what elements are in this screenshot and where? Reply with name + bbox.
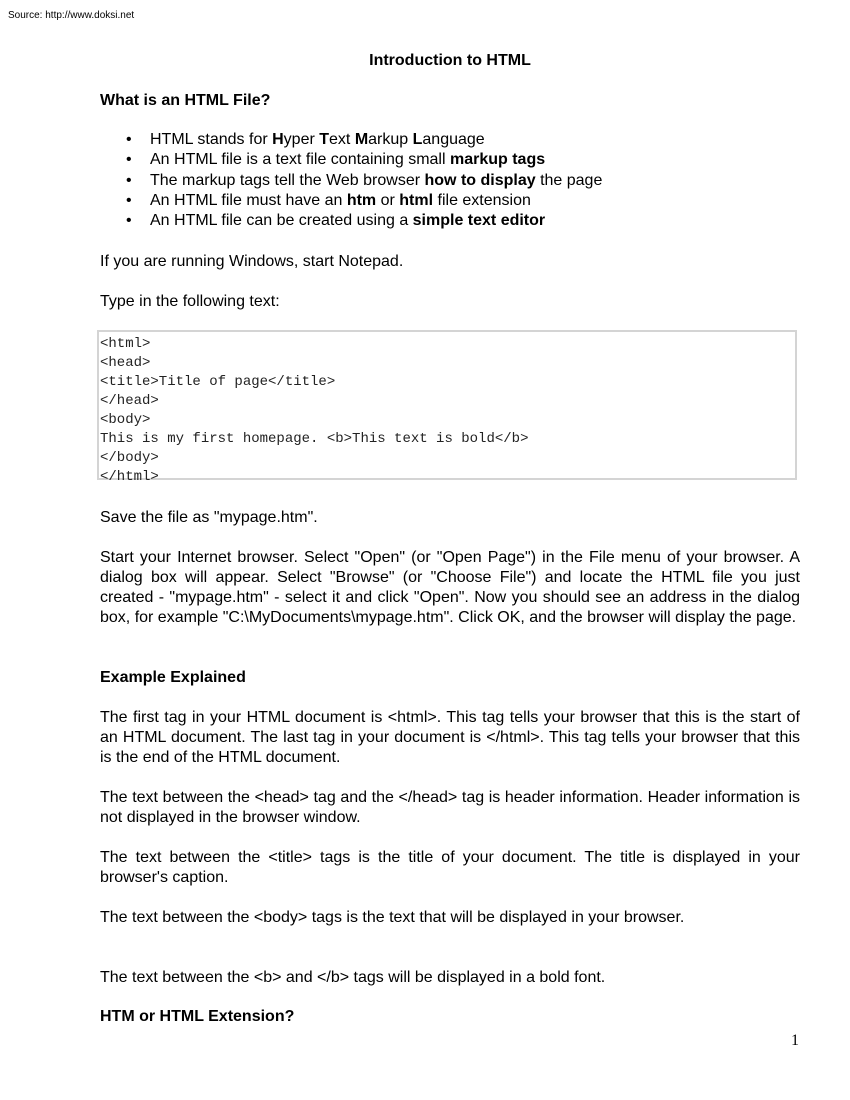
paragraph-save-file: Save the file as "mypage.htm". [100,509,318,526]
code-line: <body> [100,412,151,428]
code-line: </body> [100,450,159,466]
paragraph-windows: If you are running Windows, start Notepad. [100,253,404,270]
section-heading-what-is-html: What is an HTML File? [100,92,271,109]
bullet-list [100,130,602,231]
paragraph-type-text: Type in the following text: [100,293,280,310]
paragraph-html-tag: The first tag in your HTML document is <html>. This tag tells your browser that this is the start of an HTML document. The last tag in your document is </html>. This tag tells your browser that this is the end of the HTML document. [100,709,800,766]
paragraph-bold-tag: The text between the <b> and </b> tags will be displayed in a bold font. [100,969,606,986]
source-note: Source: http://www.doksi.net [8,10,135,21]
list-item: • HTML stands for Hyper Text Markup Language [150,130,602,150]
section-heading-example-explained: Example Explained [100,669,246,686]
code-line: <html> [100,336,151,352]
code-line: This is my first homepage. <b>This text is bold</b> [100,431,529,447]
code-line: <head> [100,355,151,371]
list-item: • The markup tags tell the Web browser how to display the page [150,171,602,191]
paragraph-title-tag: The text between the <title> tags is the title of your document. The title is displayed in your browser's caption. [100,849,800,886]
list-item: • An HTML file is a text file containing small markup tags [150,150,602,170]
section-heading-htm-extension: HTM or HTML Extension? [100,1008,295,1025]
code-example-box [97,330,797,485]
code-line: <title>Title of page</title> [100,374,336,390]
code-line: </head> [100,393,159,409]
page-number: 1 [791,1032,799,1049]
list-item: • An HTML file must have an htm or html file extension [150,191,602,211]
document-title: Introduction to HTML [369,52,531,69]
list-item: • An HTML file can be created using a simple text editor [150,211,602,231]
paragraph-start-browser: Start your Internet browser. Select "Open" (or "Open Page") in the File menu of your browser. A dialog box will appear. Select "Browse" (or "Choose File") and locate the HTML file you just created - "mypage.htm" - select it and click "Open". Now you should see an address in the dialog box, for example "C:\MyDocuments\mypage.htm". Click OK, and the browser will display the page. [100,549,800,626]
code-line: </html> [100,469,159,485]
paragraph-head-tag: The text between the <head> tag and the </head> tag is header information. Header information is not displayed in the browser window. [100,789,800,826]
paragraph-body-tag: The text between the <body> tags is the text that will be displayed in your browser. [100,909,685,926]
